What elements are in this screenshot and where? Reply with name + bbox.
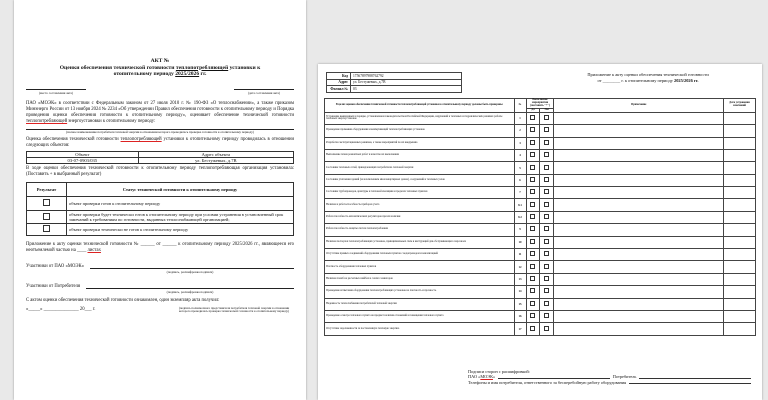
- requirement-number: 3: [514, 137, 526, 149]
- note-cell[interactable]: [554, 211, 724, 223]
- deadline-cell[interactable]: [724, 162, 756, 174]
- deadline-cell[interactable]: [724, 112, 756, 124]
- act-page: [14, 0, 306, 400]
- intro-paragraph: [26, 101, 294, 125]
- col-no: №: [514, 99, 526, 113]
- note-cell[interactable]: [554, 236, 724, 248]
- requirement-text: Состояние трубопроводов, арматуры и тепловой изоляции в пределах тепловых пунктов: [325, 187, 515, 199]
- note-cell[interactable]: [554, 174, 724, 186]
- assess-red: теплопотребляющей: [120, 136, 162, 142]
- results-table: [26, 182, 294, 236]
- no-checkbox[interactable]: [544, 226, 549, 231]
- requirement-number: 9: [514, 224, 526, 236]
- yes-checkbox[interactable]: [530, 264, 535, 269]
- requirement-number: 16: [514, 310, 526, 322]
- table-row: [27, 210, 294, 223]
- date-field[interactable]: [234, 84, 294, 90]
- requirement-text: Плотность оборудования тепловых пунктов: [325, 261, 515, 273]
- moek-signature-caption: (подпись, расшифровка подписи): [166, 269, 214, 274]
- objects-header-object: Объект: [27, 151, 139, 157]
- note-cell[interactable]: [554, 249, 724, 261]
- requirement-text: Разработка эксплуатационных режимов, а также мероприятий по их внедрению: [325, 137, 515, 149]
- no-checkbox[interactable]: [544, 214, 549, 219]
- yes-checkbox[interactable]: [530, 189, 535, 194]
- no-checkbox[interactable]: [544, 276, 549, 281]
- note-cell[interactable]: [554, 273, 724, 285]
- appendix-text: Приложение к акту оценки технической готовности №: [26, 241, 139, 247]
- yes-checkbox[interactable]: [530, 214, 535, 219]
- act-title-line3b: гг.: [199, 71, 207, 78]
- table-row: [325, 323, 756, 335]
- deadline-cell[interactable]: [724, 261, 756, 273]
- requirement-number: 5: [514, 162, 526, 174]
- info-address-value: ул. Бестужевых, д.7В: [351, 79, 462, 86]
- yes-checkbox[interactable]: [530, 276, 535, 281]
- requirement-number: 8.1: [514, 199, 526, 211]
- no-checkbox[interactable]: [544, 189, 549, 194]
- note-cell[interactable]: [554, 323, 724, 335]
- info-branch-value: 03: [351, 86, 462, 93]
- deadline-cell[interactable]: [724, 323, 756, 335]
- appendix-page: [318, 64, 762, 400]
- no-checkbox[interactable]: [544, 326, 549, 331]
- requirement-number: 15: [514, 298, 526, 310]
- note-cell[interactable]: [554, 224, 724, 236]
- consumer-signer-label: Участники от Потребителя: [26, 283, 81, 289]
- no-checkbox[interactable]: [544, 202, 549, 207]
- ack-paragraph: С актом оценки обеспечения технической готовности ознакомлен, один экземпляр акта получил:: [26, 297, 220, 303]
- appendix-text2: к отопительному периоду 2025/2026 гг., являющееся его неотъемлемой частью на: [26, 241, 295, 253]
- appendix-heading-line1: Приложение к акту оценки обеспечения технической готовности: [587, 72, 709, 77]
- ack-row: [26, 307, 294, 314]
- deadline-cell[interactable]: [724, 298, 756, 310]
- footer-phones: Телефоны и имя потребителя, ответственного за бесперебойную работу оборудования: [468, 379, 627, 385]
- results-header-result: Результат: [27, 182, 67, 196]
- result-ready-text: объект проверки готов к отопительному периоду: [67, 196, 294, 210]
- intro-text: ПАО «МОЭК» в соответствии с Федеральным законом от 27 июля 2010 г. № 190-ФЗ «О теплоснабжении», а также приказом Минэнерго России от 13 ноября 2024 № 2234 «Об утверждении Правил обеспечения готовности к отопительному периоду и Порядка проведения оценки обеспечения готовности к отопительному периоду», оценивает обеспечение технической готовности: [26, 100, 294, 118]
- no-checkbox[interactable]: [544, 115, 549, 120]
- ack-date[interactable]: «_____» _______________ 20___ г.: [26, 306, 96, 312]
- footer-moek-b: »: [492, 374, 496, 380]
- yes-checkbox[interactable]: [530, 226, 535, 231]
- yes-checkbox[interactable]: [530, 202, 535, 207]
- deadline-cell[interactable]: [724, 211, 756, 223]
- consumer-signer: [26, 284, 294, 289]
- result-paragraph: В ходе оценки обеспечения технической готовности к отопительному периоду теплопотребляющая организация установила: (Поставить + в выбранный результат): [26, 165, 294, 177]
- requirement-number: 12: [514, 261, 526, 273]
- yes-checkbox[interactable]: [530, 165, 535, 170]
- info-address-key: Адрес: [327, 79, 351, 86]
- table-row: [325, 249, 756, 261]
- table-row: [325, 261, 756, 273]
- act-title: [26, 58, 294, 78]
- col-note: Примечание: [554, 99, 724, 113]
- deadline-cell[interactable]: [724, 174, 756, 186]
- requirement-text: Работоспособность защиты систем теплопотребления: [325, 224, 515, 236]
- no-checkbox[interactable]: [544, 127, 549, 132]
- requirement-text: Состояние тепловых сетей, принадлежащих потребителю тепловой энергии: [325, 162, 515, 174]
- intro-red: теплопотребляющей: [26, 119, 68, 125]
- info-code-key: Код: [327, 73, 351, 80]
- table-row: [325, 286, 756, 298]
- yes-checkbox[interactable]: [530, 152, 535, 157]
- objects-header-address: Адрес объекта: [138, 151, 293, 157]
- requirement-text: Наличие пломб на расчетных шайбах и соплах элеваторов: [325, 273, 515, 285]
- requirement-text: Отсутствие прямых соединений оборудования тепловых пунктов с водопроводом и канализацией: [325, 249, 515, 261]
- ack-note: (подпись полномочного представителя потребителя тепловой энергии в отношении которого проводилась проверка технической готовности к отопительному периоду): [178, 305, 290, 314]
- no-checkbox[interactable]: [544, 165, 549, 170]
- table-row: [325, 199, 756, 211]
- no-checkbox[interactable]: [544, 152, 549, 157]
- yes-checkbox[interactable]: [530, 326, 535, 331]
- deadline-cell[interactable]: [724, 310, 756, 322]
- deadline-cell[interactable]: [724, 286, 756, 298]
- assess-text: Оценка обеспечения технической готовности: [26, 136, 119, 142]
- table-row: [325, 137, 756, 149]
- result-checkbox-not-ready[interactable]: [43, 225, 50, 232]
- table-row: [325, 162, 756, 174]
- no-checkbox[interactable]: [544, 140, 549, 145]
- note-cell[interactable]: [554, 112, 724, 124]
- requirement-text: Устранение выявленных в порядке, установленном законодательством Российской Федерации, нарушений в тепловых и гидравлических режимах работы тепловых энергоустановок: [325, 112, 515, 124]
- note-cell[interactable]: [554, 199, 724, 211]
- requirement-text: Отсутствие задолженности за поставленную тепловую энергию: [325, 323, 515, 335]
- requirement-number: 8.2: [514, 211, 526, 223]
- no-checkbox[interactable]: [544, 313, 549, 318]
- requirement-text: Наличие паспортов теплопотребляющих установок, принципиальных схем и инструкций для обслуживающего персонала: [325, 236, 515, 248]
- requirement-number: 7: [514, 187, 526, 199]
- col-deadline: Дата устранения замечаний: [724, 99, 756, 113]
- table-row: [325, 224, 756, 236]
- heading-from: от: [597, 77, 602, 83]
- requirement-number: 14: [514, 286, 526, 298]
- date-caption: (дата составления акта): [248, 90, 280, 95]
- act-title-line1: АКТ №: [150, 58, 170, 64]
- note-cell[interactable]: [554, 286, 724, 298]
- result-checkbox-conditional[interactable]: [43, 213, 50, 220]
- heading-year: г.: [621, 77, 624, 83]
- moek-signer: [26, 264, 294, 269]
- heading-season: 2025/2026 гг.: [674, 77, 699, 83]
- col-requirement: В целях оценки обеспечения технической готовности теплопотребляющей установки к отопительному периоду должны быть проверены: [325, 99, 515, 113]
- deadline-cell[interactable]: [724, 187, 756, 199]
- requirement-text: Работоспособность автоматических регуляторов при их наличии: [325, 211, 515, 223]
- col-not: Нет: [540, 108, 554, 112]
- deadline-cell[interactable]: [724, 125, 756, 137]
- appendix-heading: Приложение к акту оценки обеспечения технической готовности от ________ г. к отопительному периоду 2025/2026 гг.: [548, 72, 748, 83]
- deadline-cell[interactable]: [724, 149, 756, 161]
- deadline-cell[interactable]: [724, 249, 756, 261]
- requirement-text: Проведение испытания оборудования теплопотребляющих установок на плотность и прочность: [325, 286, 515, 298]
- place-field[interactable]: [26, 84, 86, 90]
- footer-moek-a: ПАО «: [468, 374, 481, 380]
- requirement-number: 1: [514, 112, 526, 124]
- moek-signer-label: Участники от ПАО «МОЭК»: [26, 263, 84, 269]
- objects-table: [26, 151, 294, 164]
- requirement-number: 13: [514, 273, 526, 285]
- requirement-number: 4: [514, 149, 526, 161]
- no-checkbox[interactable]: [544, 288, 549, 293]
- no-checkbox[interactable]: [544, 301, 549, 306]
- results-header-status: Статус технической готовности к отопительному периоду: [67, 182, 294, 196]
- table-row: [27, 196, 294, 210]
- note-cell[interactable]: [554, 261, 724, 273]
- footer-consumer: Потребитель: [612, 374, 637, 380]
- table-row: [325, 187, 756, 199]
- yes-checkbox[interactable]: [530, 288, 535, 293]
- result-conditional-text: объект проверки будет технически готов к отопительному периоду при условии устранения в установленный срок замечаний к требованиям по готовности, выданных теплоснабжающей организацией;: [67, 210, 294, 223]
- checklist-table: [324, 98, 756, 336]
- table-row: [325, 125, 756, 137]
- no-checkbox[interactable]: [544, 264, 549, 269]
- object-id: 03-07-0903/035: [27, 157, 139, 163]
- act-title-line2a: Оценки обеспечения технической готовности: [59, 64, 176, 71]
- result-not-ready-text: объект проверки технически не готов к отопительному периоду: [67, 224, 294, 235]
- result-checkbox-ready[interactable]: [43, 199, 50, 206]
- table-row: [325, 211, 756, 223]
- note-cell[interactable]: [554, 310, 724, 322]
- act-title-line3a: отопительному периоду: [113, 71, 176, 78]
- yes-checkbox[interactable]: [530, 115, 535, 120]
- consumer-note: (полное наименование потребителя тепловой энергии в отношении которого проводилась проверка готовности к отопительному периоду): [66, 130, 254, 135]
- no-checkbox[interactable]: [544, 177, 549, 182]
- table-row: [325, 149, 756, 161]
- requirement-number: 11: [514, 249, 526, 261]
- yes-checkbox[interactable]: [530, 177, 535, 182]
- appendix-sheets: листах: [87, 247, 101, 253]
- note-cell[interactable]: [554, 298, 724, 310]
- yes-checkbox[interactable]: [530, 251, 535, 256]
- table-row: [27, 157, 294, 163]
- yes-checkbox[interactable]: [530, 140, 535, 145]
- footer-signatures: Подписи сторон с расшифровкой:: [468, 369, 530, 374]
- table-row: [325, 298, 756, 310]
- requirement-number: 10: [514, 236, 526, 248]
- requirement-number: 17: [514, 323, 526, 335]
- footer-phones-field[interactable]: [629, 380, 751, 384]
- act-title-line3u: 2025/2026: [175, 71, 200, 78]
- consumer-signature-field[interactable]: [86, 284, 294, 289]
- table-row: [325, 236, 756, 248]
- requirement-text: Состояние утепления зданий (за исключением многоквартирных домов), сооружений и тепловых узлов: [325, 174, 515, 186]
- object-address: ул. Бестужевых, д.7В: [138, 157, 293, 163]
- moek-signature-field[interactable]: [90, 264, 294, 269]
- deadline-cell[interactable]: [724, 236, 756, 248]
- deadline-cell[interactable]: [724, 199, 756, 211]
- appendix-paragraph: Приложение к акту оценки технической готовности № ______ от ______ к отопительному периоду 2025/2026 гг., являющееся его неотъемлемой частью на ____ листах: [26, 241, 295, 253]
- place-date-row: [26, 84, 294, 95]
- requirement-number: 2: [514, 125, 526, 137]
- table-row: [325, 112, 756, 124]
- act-title-line2b: установки к: [228, 64, 261, 71]
- requirement-text: Проведение осмотра теплового пункта на предмет наличия отложений в помещении теплового пункта: [325, 310, 515, 322]
- checklist-header: [325, 99, 756, 109]
- appendix-of: от: [156, 241, 161, 247]
- info-box: [326, 72, 462, 93]
- info-code-value: 17567897988762792: [351, 73, 462, 80]
- deadline-cell[interactable]: [724, 137, 756, 149]
- place-caption: (место составления акта): [38, 90, 74, 95]
- requirement-text: Наличие и работоспособность приборов учета: [325, 199, 515, 211]
- info-branch-key: Филиал №: [327, 86, 351, 93]
- note-cell[interactable]: [554, 125, 724, 137]
- footer-consumer-signature[interactable]: [639, 374, 751, 378]
- appendix-footer: [468, 369, 754, 385]
- note-cell[interactable]: [554, 149, 724, 161]
- footer-moek-signature[interactable]: [498, 374, 610, 378]
- col-yes: Да: [526, 108, 540, 112]
- table-row: [325, 310, 756, 322]
- table-row: [325, 174, 756, 186]
- footer-moek-red: МОЭК: [480, 374, 493, 380]
- note-cell[interactable]: [554, 187, 724, 199]
- deadline-cell[interactable]: [724, 273, 756, 285]
- yes-checkbox[interactable]: [530, 127, 535, 132]
- no-checkbox[interactable]: [544, 251, 549, 256]
- yes-checkbox[interactable]: [530, 239, 535, 244]
- requirement-text: Проведение промывки оборудования и коммуникаций теплопотребляющих установок: [325, 125, 515, 137]
- heading-period: к отопительному периоду: [624, 77, 673, 83]
- note-cell[interactable]: [554, 137, 724, 149]
- no-checkbox[interactable]: [544, 239, 549, 244]
- intro-end: энергоустановки к отопительному периоду:: [68, 119, 156, 125]
- table-row: [27, 224, 294, 235]
- requirement-text: Выполнение плана ремонтных работ и качество их выполнения: [325, 149, 515, 161]
- table-row: [327, 86, 462, 93]
- assess-paragraph: [26, 137, 294, 149]
- col-done: Выполнение мероприятия (поставить "+"): [526, 99, 554, 109]
- assess-end: установки к отопительному периоду проводилась в отношении следующих объектов:: [26, 136, 295, 148]
- act-title-line2u: теплопотребляющей: [175, 64, 229, 71]
- requirement-number: 6: [514, 174, 526, 186]
- consumer-signature-caption: (подпись, расшифровка подписи): [166, 289, 214, 294]
- yes-checkbox[interactable]: [530, 301, 535, 306]
- note-cell[interactable]: [554, 162, 724, 174]
- yes-checkbox[interactable]: [530, 313, 535, 318]
- requirement-text: Надежность теплоснабжения потребителей тепловой энергии: [325, 298, 515, 310]
- table-row: [325, 273, 756, 285]
- deadline-cell[interactable]: [724, 224, 756, 236]
